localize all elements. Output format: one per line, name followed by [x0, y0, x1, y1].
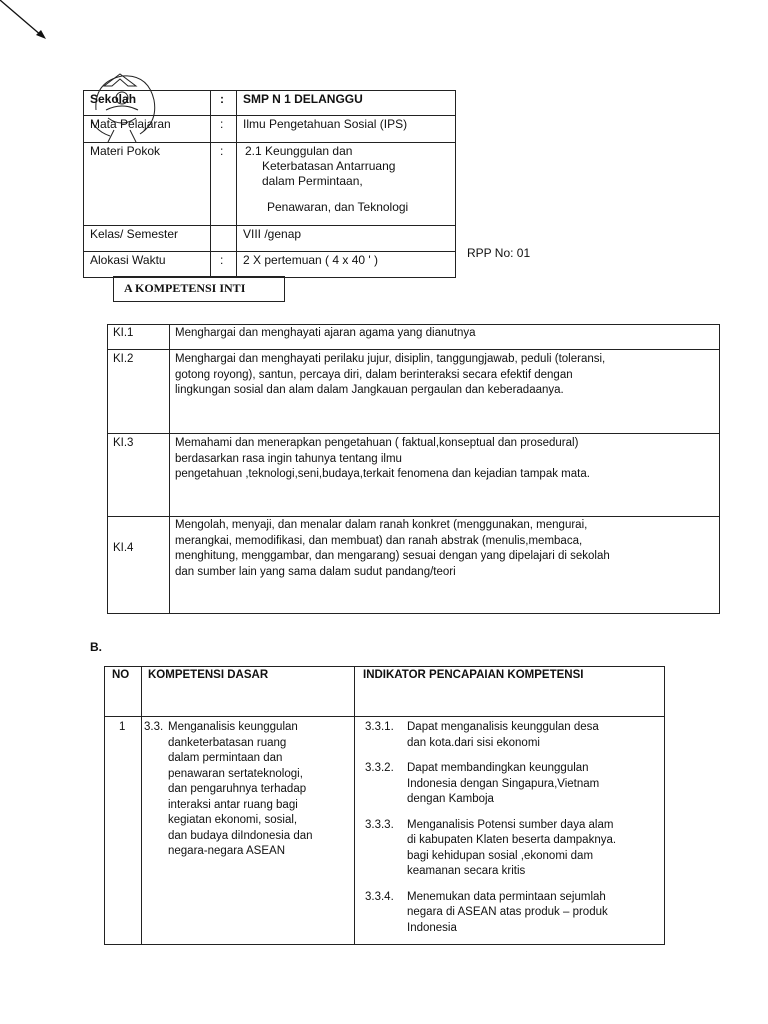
ki-line: Memahami dan menerapkan pengetahuan ( faktual,konseptual dan prosedural)	[175, 437, 579, 449]
identity-label: Alokasi Waktu	[84, 252, 211, 278]
header-kd: KOMPETENSI DASAR	[142, 667, 355, 717]
ki-line: lingkungan sosial dan alam dalam Jangkauan pergaulan dan keberadaanya.	[175, 384, 564, 396]
header-indikator: INDIKATOR PENCAPAIAN KOMPETENSI	[355, 667, 665, 717]
ki-text	[170, 350, 720, 434]
kd-text	[142, 717, 355, 945]
identity-row-kelas	[84, 226, 456, 252]
indikator-line: keamanan secara kritis	[407, 865, 526, 877]
section-b-title: B.	[90, 640, 102, 654]
identity-colon: :	[211, 143, 237, 226]
materi-line: Keterbatasan Antarruang	[262, 159, 396, 173]
kd-line: dalam permintaan dan	[168, 752, 283, 764]
kd-line: penawaran sertateknologi,	[168, 767, 303, 780]
ki-line: gotong royong), santun, percaya diri, dalam berinteraksi secara efektif dengan	[175, 368, 573, 381]
indikator-number: 3.3.3.	[365, 818, 394, 831]
indikator-item	[365, 818, 660, 880]
identity-value: VIII /genap	[237, 226, 456, 252]
kd-no: 1	[105, 717, 142, 945]
identity-row-mapel	[84, 116, 456, 143]
kd-line: danketerbatasan ruang	[168, 736, 287, 749]
materi-line: Penawaran, dan Teknologi	[267, 200, 409, 214]
ki-code: KI.1	[108, 325, 170, 350]
ki-row	[108, 517, 720, 614]
indikator-line: Indonesia dengan Singapura,Vietnam	[407, 777, 600, 790]
indikator-line: bagi kehidupan sosial ,ekonomi dam	[407, 849, 594, 862]
indikator-line: di kabupaten Klaten beserta dampaknya.	[407, 834, 617, 846]
identity-label: Kelas/ Semester	[84, 226, 211, 252]
ki-line: menghitung, menggambar, dan mengarang) sesuai dengan yang dipelajari di sekolah	[175, 550, 610, 562]
ki-text	[170, 434, 720, 517]
kd-number: 3.3.	[144, 721, 164, 733]
indikator-number: 3.3.4.	[365, 890, 394, 903]
kd-line: dan pengaruhnya terhadap	[168, 783, 307, 795]
identity-colon: :	[211, 116, 237, 143]
identity-label: Mata Pelajaran	[84, 116, 211, 143]
materi-line: dalam Permintaan,	[262, 174, 363, 188]
indikator-line: Indonesia	[407, 921, 457, 934]
indikator-item	[365, 761, 660, 808]
identity-value: Ilmu Pengetahuan Sosial (IPS)	[237, 116, 456, 143]
identity-value: SMP N 1 DELANGGU	[237, 91, 456, 116]
ki-row	[108, 325, 720, 350]
identity-value-materi	[237, 143, 456, 226]
indikator-line: negara di ASEAN atas produk – produk	[407, 906, 608, 918]
identity-table	[83, 90, 456, 278]
identity-value: 2 X pertemuan ( 4 x 40 ' )	[237, 252, 456, 278]
indikator-line: Menganalisis Potensi sumber daya alam	[407, 818, 614, 831]
ki-code: KI.4	[108, 517, 170, 614]
section-a-title: A KOMPETENSI INTI	[113, 276, 285, 302]
ki-line: merangkai, memodifikasi, dan membuat) dan ranah abstrak (menulis,membaca,	[175, 534, 583, 547]
arrow-icon	[0, 0, 60, 50]
identity-row-alokasi	[84, 252, 456, 278]
kd-row	[105, 717, 665, 945]
ki-line: dan sumber lain yang sama dalam sudut pandang/teori	[175, 565, 456, 578]
identity-colon: :	[211, 252, 237, 278]
materi-number: 2.1	[245, 144, 262, 158]
indikator-number: 3.3.1.	[365, 721, 394, 733]
indikator-number: 3.3.2.	[365, 762, 394, 774]
identity-row-sekolah	[84, 91, 456, 116]
materi-line: Keunggulan dan	[265, 144, 353, 158]
ki-line: Mengolah, menyaji, dan menalar dalam ranah konkret (menggunakan, mengurai,	[175, 519, 588, 531]
kd-line: Menganalisis keunggulan	[168, 721, 298, 733]
identity-label: Materi Pokok	[84, 143, 211, 226]
identity-colon: :	[211, 91, 237, 116]
indikator-line: dan kota.dari sisi ekonomi	[407, 736, 540, 749]
ki-line: pengetahuan ,teknologi,seni,budaya,terkait fenomena dan kejadian tampak mata.	[175, 468, 590, 480]
kd-header-row	[105, 667, 665, 717]
indikator-item	[365, 720, 660, 751]
indikator-item	[365, 890, 660, 937]
kompetensi-inti-table	[107, 324, 720, 614]
ki-code: KI.2	[108, 350, 170, 434]
ki-line: Menghargai dan menghayati perilaku jujur, disiplin, tanggungjawab, peduli (toleransi,	[175, 353, 606, 365]
kd-line: interaksi antar ruang bagi	[168, 798, 298, 811]
identity-colon	[211, 226, 237, 252]
kd-line: kegiatan ekonomi, sosial,	[168, 814, 298, 826]
kd-line: negara-negara ASEAN	[168, 845, 285, 857]
ki-row	[108, 350, 720, 434]
ki-row	[108, 434, 720, 517]
indikator-line: Menemukan data permintaan sejumlah	[407, 890, 606, 903]
kd-line: dan budaya diIndonesia dan	[168, 829, 313, 842]
ki-line: berdasarkan rasa ingin tahunya tentang ilmu	[175, 452, 402, 465]
indikator-cell	[355, 717, 665, 945]
indikator-line: dengan Kamboja	[407, 793, 494, 805]
ki-text	[170, 517, 720, 614]
identity-row-materi	[84, 143, 456, 226]
identity-label: Sekolah	[84, 91, 211, 116]
ki-text	[170, 325, 720, 350]
ki-code: KI.3	[108, 434, 170, 517]
rpp-number: RPP No: 01	[467, 246, 531, 260]
kompetensi-dasar-table	[104, 666, 665, 945]
header-no: NO	[105, 667, 142, 717]
indikator-line: Dapat membandingkan keunggulan	[407, 762, 589, 774]
indikator-line: Dapat menganalisis keunggulan desa	[407, 721, 599, 733]
ki-line: Menghargai dan menghayati ajaran agama yang dianutnya	[175, 327, 476, 339]
